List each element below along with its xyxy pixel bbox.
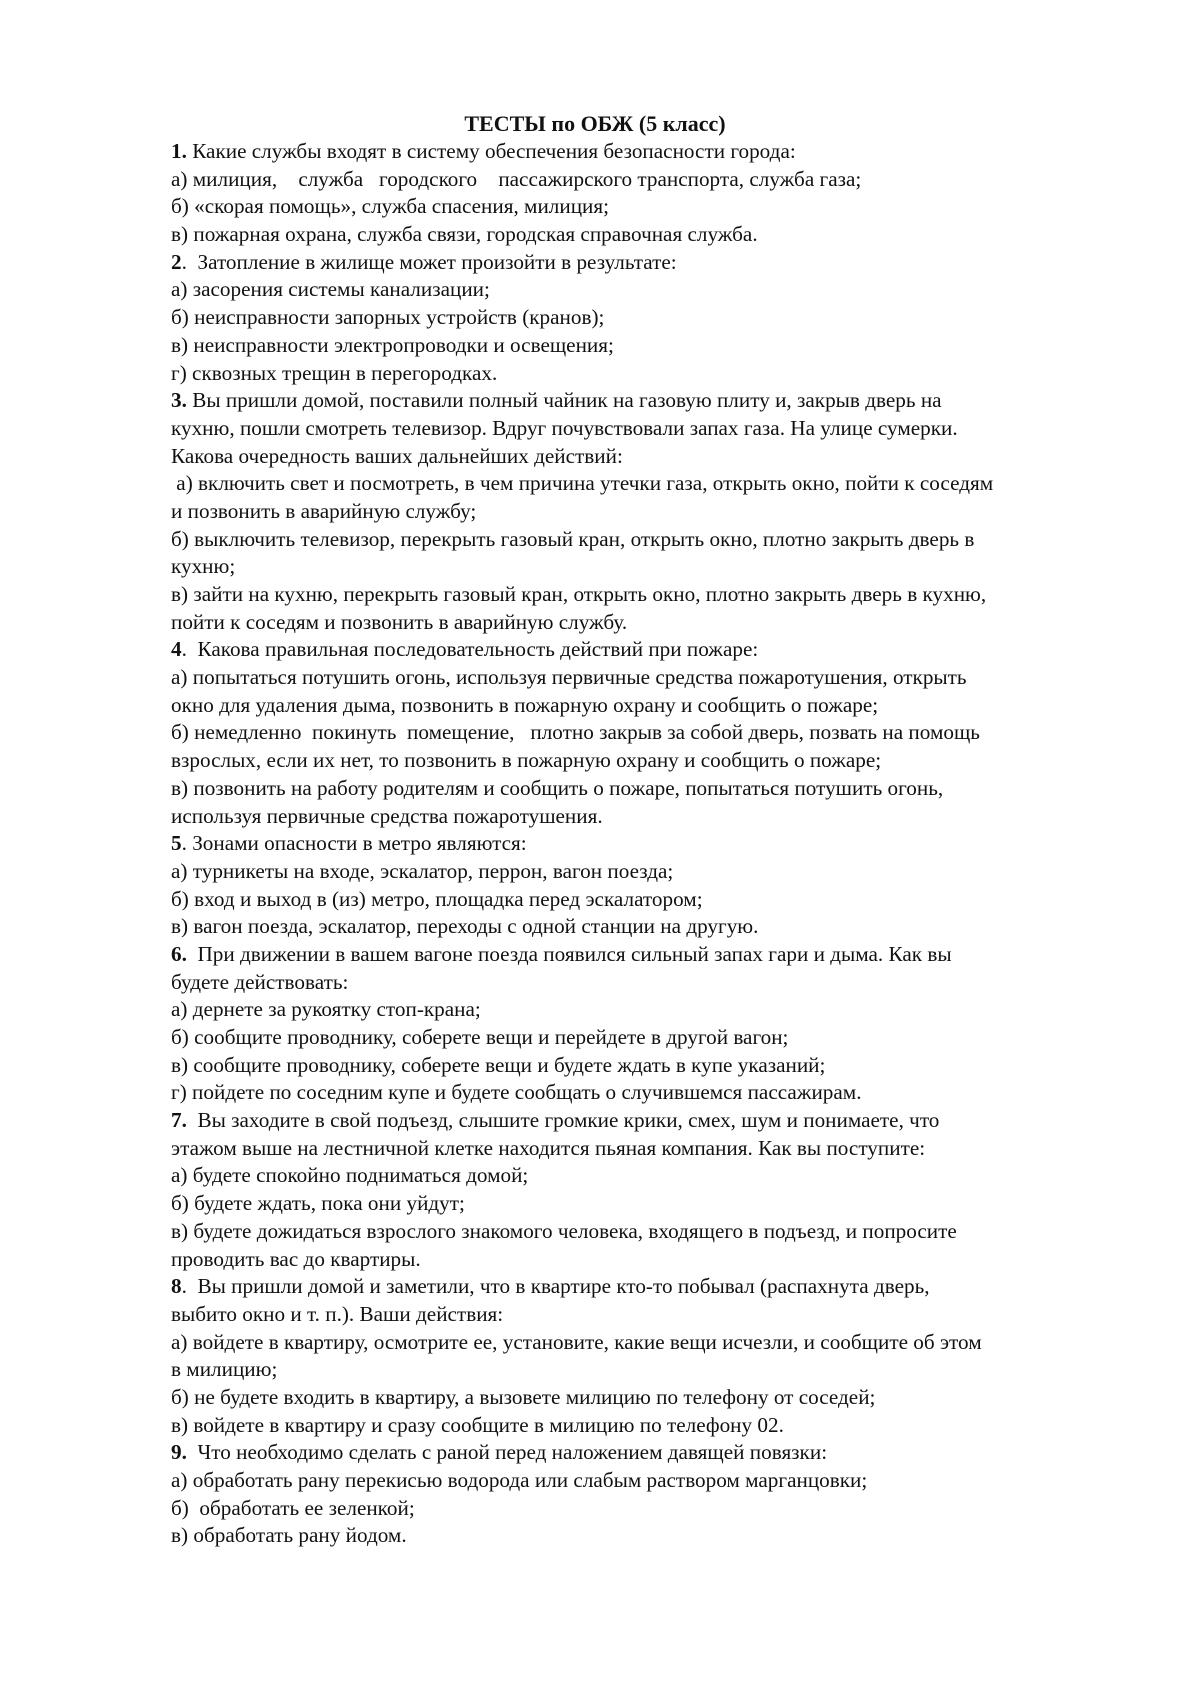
- line-text: в) неисправности электропроводки и освещения;: [171, 332, 614, 357]
- answer-line: [171, 747, 1121, 775]
- line-text: б) выключить телевизор, перекрыть газовый кран, открыть окно, плотно закрыть дверь в: [171, 526, 975, 551]
- answer-line: [171, 1162, 1121, 1190]
- answer-line: [171, 498, 1121, 526]
- answer-line: [171, 1522, 1121, 1550]
- answer-line: [171, 1052, 1121, 1080]
- answer-line: [171, 1301, 1121, 1329]
- question-number: 8: [171, 1274, 182, 1299]
- line-text: б) не будете входить в квартиру, а вызовете милицию по телефону от соседей;: [171, 1384, 876, 1409]
- question-number: 1.: [171, 139, 187, 163]
- line-text: а) засорения системы канализации;: [171, 277, 490, 302]
- line-text: . Какова правильная последовательность действий при пожаре:: [181, 637, 759, 662]
- question-line: [171, 1439, 1121, 1467]
- line-text: Какие службы входят в систему обеспечения безопасности города:: [186, 139, 796, 163]
- question-line: [171, 1107, 1121, 1135]
- line-text: а) милиция, служба городского пассажирского транспорта, служба газа;: [171, 166, 862, 191]
- answer-line: [171, 775, 1121, 803]
- line-text: . Вы пришли домой и заметили, что в квартире кто-то побывал (распахнута дверь,: [181, 1274, 930, 1299]
- answer-line: [171, 1495, 1121, 1523]
- question-line: [171, 138, 1121, 166]
- answer-line: [171, 1246, 1121, 1274]
- question-line: [171, 636, 1121, 664]
- question-line: [171, 249, 1121, 277]
- question-line: [171, 387, 1121, 415]
- line-text: а) включить свет и посмотреть, в чем причина утечки газа, открыть окно, пойти к соседям: [171, 471, 994, 496]
- line-text: проводить вас до квартиры.: [171, 1246, 421, 1271]
- answer-line: [171, 1412, 1121, 1440]
- answer-line: [171, 470, 1121, 498]
- answer-line: [171, 166, 1121, 194]
- answer-line: [171, 664, 1121, 692]
- answer-line: [171, 1135, 1121, 1163]
- question-number: 5: [171, 831, 182, 856]
- line-text: и позвонить в аварийную службу;: [171, 498, 477, 523]
- line-text: б) неисправности запорных устройств (кранов);: [171, 305, 605, 330]
- line-text: б) немедленно покинуть помещение, плотно закрыв за собой дверь, позвать на помощь: [171, 720, 980, 745]
- line-text: этажом выше на лестничной клетке находится пьяная компания. Как вы поступите:: [171, 1135, 926, 1160]
- line-text: г) пойдете по соседним купе и будете сообщать о случившемся пассажирам.: [171, 1080, 862, 1105]
- question-number: 9.: [171, 1440, 187, 1465]
- question-line: [171, 941, 1121, 969]
- answer-line: [171, 1329, 1121, 1357]
- answer-line: [171, 803, 1121, 831]
- answer-line: [171, 692, 1121, 720]
- line-text: в) зайти на кухню, перекрыть газовый кран, открыть окно, плотно закрыть дверь в кухню,: [171, 582, 987, 606]
- answer-line: [171, 221, 1121, 249]
- question-number: 7.: [171, 1108, 187, 1133]
- line-text: г) сквозных трещин в перегородках.: [171, 360, 498, 385]
- question-number: 4: [171, 637, 182, 662]
- line-text: Что необходимо сделать с раной перед наложением давящей повязки:: [186, 1440, 828, 1465]
- answer-line: [171, 1467, 1121, 1495]
- answer-line: [171, 969, 1121, 997]
- line-text: а) попытаться потушить огонь, используя первичные средства пожаротушения, открыть: [171, 665, 967, 690]
- line-text: . Затопление в жилище может произойти в результате:: [181, 249, 677, 274]
- line-text: в) пожарная охрана, служба связи, городская справочная служба.: [171, 222, 758, 247]
- line-text: в милицию;: [171, 1357, 278, 1382]
- line-text: Вы пришли домой, поставили полный чайник на газовую плиту и, закрыв дверь на: [186, 388, 942, 413]
- line-text: б) «скорая помощь», служба спасения, милиция;: [171, 194, 610, 219]
- answer-line: [171, 415, 1121, 443]
- line-text: выбито окно и т. п.). Ваши действия:: [171, 1301, 504, 1326]
- answer-line: [171, 526, 1121, 554]
- line-text: а) дернете за рукоятку стоп-крана;: [171, 997, 481, 1022]
- line-text: б) обработать ее зеленкой;: [171, 1495, 415, 1520]
- line-text: будете действовать:: [171, 969, 349, 994]
- line-text: а) обработать рану перекисью водорода или слабым раствором марганцовки;: [171, 1468, 868, 1492]
- answer-line: [171, 553, 1121, 581]
- line-text: в) войдете в квартиру и сразу сообщите в милицию по телефону 02.: [171, 1412, 784, 1437]
- answer-line: [171, 193, 1121, 221]
- line-text: б) будете ждать, пока они уйдут;: [171, 1191, 465, 1216]
- answer-line: [171, 1384, 1121, 1412]
- answer-line: [171, 581, 1121, 609]
- line-text: а) турникеты на входе, эскалатор, перрон, вагон поезда;: [171, 858, 674, 883]
- answer-line: [171, 360, 1121, 388]
- line-text: пойти к соседям и позвонить в аварийную службу.: [171, 609, 628, 634]
- answer-line: [171, 276, 1121, 304]
- test-questions: [171, 138, 1121, 1550]
- answer-line: [171, 996, 1121, 1024]
- line-text: а) войдете в квартиру, осмотрите ее, установите, какие вещи исчезли, и сообщите об этом: [171, 1329, 982, 1354]
- answer-line: [171, 443, 1121, 471]
- question-number: 3.: [171, 388, 187, 413]
- line-text: При движении в вашем вагоне поезда появился сильный запах гари и дыма. Как вы: [186, 941, 952, 966]
- question-number: 2: [171, 249, 182, 274]
- line-text: окно для удаления дыма, позвонить в пожарную охрану и сообщить о пожаре;: [171, 692, 879, 717]
- line-text: кухню;: [171, 554, 236, 579]
- line-text: в) позвонить на работу родителям и сообщить о пожаре, попытаться потушить огонь,: [171, 775, 944, 800]
- line-text: б) сообщите проводнику, соберете вещи и перейдете в другой вагон;: [171, 1025, 789, 1049]
- answer-line: [171, 858, 1121, 886]
- line-text: в) будете дожидаться взрослого знакомого человека, входящего в подъезд, и попросите: [171, 1218, 957, 1243]
- answer-line: [171, 304, 1121, 332]
- line-text: используя первичные средства пожаротушения.: [171, 803, 603, 828]
- answer-line: [171, 1079, 1121, 1107]
- answer-line: [171, 1218, 1121, 1246]
- answer-line: [171, 886, 1121, 914]
- answer-line: [171, 332, 1121, 360]
- line-text: б) вход и выход в (из) метро, площадка перед эскалатором;: [171, 886, 703, 911]
- line-text: Вы заходите в свой подъезд, слышите громкие крики, смех, шум и понимаете, что: [186, 1108, 940, 1133]
- line-text: Какова очередность ваших дальнейших действий:: [171, 443, 623, 468]
- question-line: [171, 1273, 1121, 1301]
- line-text: в) обработать рану йодом.: [171, 1523, 407, 1548]
- question-number: 6.: [171, 941, 187, 966]
- answer-line: [171, 609, 1121, 637]
- question-line: [171, 830, 1121, 858]
- line-text: а) будете спокойно подниматься домой;: [171, 1163, 529, 1188]
- line-text: в) сообщите проводнику, соберете вещи и будете ждать в купе указаний;: [171, 1052, 826, 1077]
- answer-line: [171, 719, 1121, 747]
- line-text: взрослых, если их нет, то позвонить в пожарную охрану и сообщить о пожаре;: [171, 748, 882, 773]
- answer-line: [171, 1356, 1121, 1384]
- line-text: в) вагон поезда, эскалатор, переходы с одной станции на другую.: [171, 914, 759, 939]
- answer-line: [171, 1024, 1121, 1052]
- line-text: . Зонами опасности в метро являются:: [181, 831, 527, 856]
- document-title: ТЕСТЫ по ОБЖ (5 класс): [464, 111, 726, 136]
- answer-line: [171, 1190, 1121, 1218]
- line-text: кухню, пошли смотреть телевизор. Вдруг почувствовали запах газа. На улице сумерки.: [171, 415, 958, 440]
- answer-line: [171, 913, 1121, 941]
